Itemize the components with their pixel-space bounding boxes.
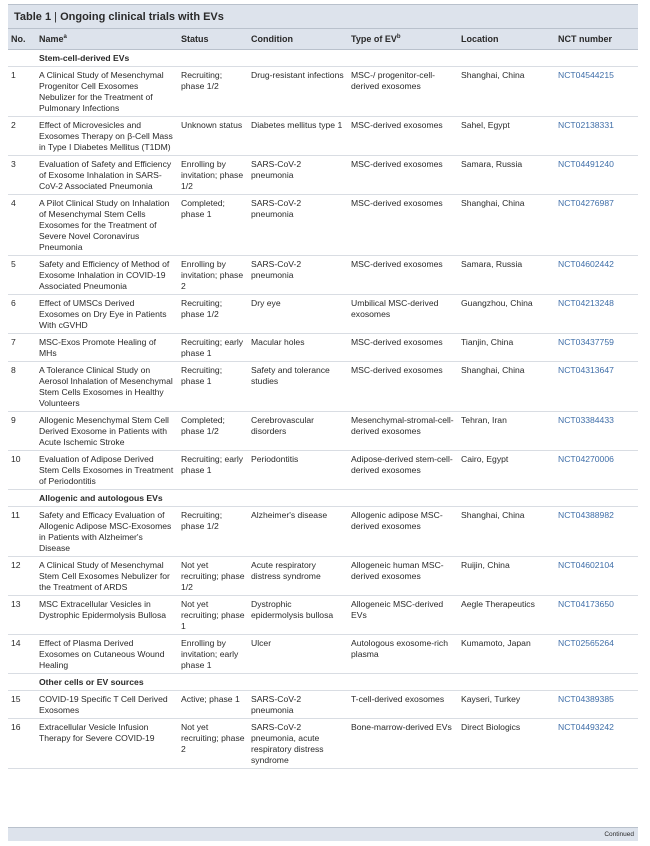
section-title: Allogenic and autologous EVs xyxy=(36,490,638,507)
cell-type: Adipose-derived stem-cell-derived exosomes xyxy=(348,451,458,490)
cell-condition: Diabetes mellitus type 1 xyxy=(248,117,348,156)
cell-no: 8 xyxy=(8,362,36,412)
cell-name: Allogenic Mesenchymal Stem Cell Derived Exosome in Patients with Acute Ischemic Stroke xyxy=(36,412,178,451)
cell-location: Shanghai, China xyxy=(458,362,555,412)
cell-status: Recruiting; phase 1/2 xyxy=(178,67,248,117)
cell-no: 16 xyxy=(8,719,36,769)
cell-name: Effect of Microvesicles and Exosomes Therapy on β-Cell Mass in Type I Diabetes Mellitus (T1DM) xyxy=(36,117,178,156)
cell-no: 1 xyxy=(8,67,36,117)
cell-type: Umbilical MSC-derived exosomes xyxy=(348,295,458,334)
cell-type: Autologous exosome-rich plasma xyxy=(348,635,458,674)
table-body xyxy=(8,50,638,769)
section-spacer xyxy=(8,674,36,691)
cell-name: A Clinical Study of Mesenchymal Progenitor Cell Exosomes Nebulizer for the Treatment of Pulmonary Infections xyxy=(36,67,178,117)
cell-nct[interactable]: NCT04491240 xyxy=(555,156,638,195)
cell-no: 11 xyxy=(8,507,36,557)
cell-name: MSC Extracellular Vesicles in Dystrophic Epidermolysis Bullosa xyxy=(36,596,178,635)
section-spacer xyxy=(8,490,36,507)
cell-nct[interactable]: NCT04493242 xyxy=(555,719,638,769)
table-row xyxy=(8,507,638,557)
cell-name: A Pilot Clinical Study on Inhalation of Mesenchymal Stem Cells Exosomes for the Treatment of Severe Novel Coronavirus Pneumonia xyxy=(36,195,178,256)
table-row xyxy=(8,256,638,295)
cell-nct[interactable]: NCT04602442 xyxy=(555,256,638,295)
cell-type: Allogenic adipose MSC-derived exosomes xyxy=(348,507,458,557)
cell-name: A Clinical Study of Mesenchymal Stem Cell Exosomes Nebulizer for the Treatment of ARDS xyxy=(36,557,178,596)
cell-condition: Ulcer xyxy=(248,635,348,674)
cell-nct[interactable]: NCT04270006 xyxy=(555,451,638,490)
cell-name: Effect of Plasma Derived Exosomes on Cutaneous Wound Healing xyxy=(36,635,178,674)
cell-no: 3 xyxy=(8,156,36,195)
col-header-no: No. xyxy=(8,29,36,50)
cell-name: Safety and Efficiency of Method of Exosome Inhalation in COVID-19 Associated Pneumonia xyxy=(36,256,178,295)
cell-condition: SARS-CoV-2 pneumonia xyxy=(248,156,348,195)
cell-location: Guangzhou, China xyxy=(458,295,555,334)
table-row xyxy=(8,362,638,412)
cell-no: 7 xyxy=(8,334,36,362)
cell-no: 5 xyxy=(8,256,36,295)
cell-status: Recruiting; phase 1/2 xyxy=(178,295,248,334)
cell-condition: Alzheimer's disease xyxy=(248,507,348,557)
col-header-status: Status xyxy=(178,29,248,50)
cell-condition: Cerebrovascular disorders xyxy=(248,412,348,451)
caption-separator: | xyxy=(51,11,61,23)
table-row xyxy=(8,117,638,156)
table-row xyxy=(8,195,638,256)
header-row xyxy=(8,29,638,50)
col-header-type-label: Type of EV xyxy=(351,34,397,44)
table-caption xyxy=(8,4,638,28)
cell-nct[interactable]: NCT04544215 xyxy=(555,67,638,117)
cell-location: Kayseri, Turkey xyxy=(458,691,555,719)
cell-nct[interactable]: NCT04173650 xyxy=(555,596,638,635)
cell-name: Effect of UMSCs Derived Exosomes on Dry Eye in Patients With cGVHD xyxy=(36,295,178,334)
cell-status: Recruiting; phase 1 xyxy=(178,362,248,412)
col-header-location: Location xyxy=(458,29,555,50)
cell-status: Not yet recruiting; phase 1/2 xyxy=(178,557,248,596)
cell-nct[interactable]: NCT03384433 xyxy=(555,412,638,451)
cell-name: Evaluation of Safety and Efficiency of Exosome Inhalation in SARS-CoV-2 Associated Pneumonia xyxy=(36,156,178,195)
cell-name: Safety and Efficacy Evaluation of Allogenic Adipose MSC-Exosomes in Patients with Alzheimer's Disease xyxy=(36,507,178,557)
cell-nct[interactable]: NCT04389385 xyxy=(555,691,638,719)
table-row xyxy=(8,412,638,451)
cell-location: Sahel, Egypt xyxy=(458,117,555,156)
col-header-nct: NCT number xyxy=(555,29,638,50)
section-row xyxy=(8,674,638,691)
table-row xyxy=(8,451,638,490)
cell-condition: Acute respiratory distress syndrome xyxy=(248,557,348,596)
cell-condition: Dystrophic epidermolysis bullosa xyxy=(248,596,348,635)
cell-no: 2 xyxy=(8,117,36,156)
cell-location: Direct Biologics xyxy=(458,719,555,769)
cell-location: Shanghai, China xyxy=(458,507,555,557)
cell-name: Extracellular Vesicle Infusion Therapy for Severe COVID-19 xyxy=(36,719,178,769)
table-row xyxy=(8,719,638,769)
cell-location: Ruijin, China xyxy=(458,557,555,596)
cell-status: Unknown status xyxy=(178,117,248,156)
cell-location: Shanghai, China xyxy=(458,195,555,256)
cell-condition: Macular holes xyxy=(248,334,348,362)
cell-type: MSC-derived exosomes xyxy=(348,256,458,295)
cell-type: Mesenchymal-stromal-cell-derived exosomes xyxy=(348,412,458,451)
col-header-name-footnote: a xyxy=(63,34,67,40)
cell-type: MSC-derived exosomes xyxy=(348,117,458,156)
cell-condition: Periodontitis xyxy=(248,451,348,490)
table-footer xyxy=(8,827,638,841)
table-label: Table 1 xyxy=(14,11,52,23)
cell-no: 6 xyxy=(8,295,36,334)
cell-status: Not yet recruiting; phase 1 xyxy=(178,596,248,635)
table-row xyxy=(8,635,638,674)
cell-location: Aegle Therapeutics xyxy=(458,596,555,635)
cell-type: T-cell-derived exosomes xyxy=(348,691,458,719)
cell-nct[interactable]: NCT02565264 xyxy=(555,635,638,674)
cell-no: 15 xyxy=(8,691,36,719)
section-title: Stem-cell-derived EVs xyxy=(36,50,638,67)
table-row xyxy=(8,295,638,334)
cell-status: Active; phase 1 xyxy=(178,691,248,719)
cell-location: Tehran, Iran xyxy=(458,412,555,451)
cell-condition: Drug-resistant infections xyxy=(248,67,348,117)
cell-no: 4 xyxy=(8,195,36,256)
col-header-type-footnote: b xyxy=(396,34,401,40)
cell-nct[interactable]: NCT04388982 xyxy=(555,507,638,557)
cell-status: Enrolling by invitation; phase 2 xyxy=(178,256,248,295)
cell-status: Enrolling by invitation; early phase 1 xyxy=(178,635,248,674)
cell-name: Evaluation of Adipose Derived Stem Cells Exosomes in Treatment of Periodontitis xyxy=(36,451,178,490)
section-row xyxy=(8,50,638,67)
col-header-type xyxy=(348,29,458,50)
cell-condition: Dry eye xyxy=(248,295,348,334)
cell-location: Tianjin, China xyxy=(458,334,555,362)
cell-condition: Safety and tolerance studies xyxy=(248,362,348,412)
cell-nct[interactable]: NCT04602104 xyxy=(555,557,638,596)
cell-status: Completed; phase 1/2 xyxy=(178,412,248,451)
cell-location: Shanghai, China xyxy=(458,67,555,117)
table-row xyxy=(8,67,638,117)
cell-no: 9 xyxy=(8,412,36,451)
cell-type: MSC-derived exosomes xyxy=(348,362,458,412)
cell-status: Recruiting; early phase 1 xyxy=(178,451,248,490)
continued-label: Continued xyxy=(604,831,634,838)
table-row xyxy=(8,334,638,362)
table-row xyxy=(8,691,638,719)
cell-type: MSC-/ progenitor-cell-derived exosomes xyxy=(348,67,458,117)
col-header-name-label: Name xyxy=(39,34,64,44)
cell-no: 13 xyxy=(8,596,36,635)
cell-location: Samara, Russia xyxy=(458,256,555,295)
table-title: Ongoing clinical trials with EVs xyxy=(60,11,224,23)
cell-condition: SARS-CoV-2 pneumonia, acute respiratory distress syndrome xyxy=(248,719,348,769)
cell-no: 12 xyxy=(8,557,36,596)
cell-no: 10 xyxy=(8,451,36,490)
cell-type: Allogeneic human MSC-derived exosomes xyxy=(348,557,458,596)
cell-location: Kumamoto, Japan xyxy=(458,635,555,674)
cell-status: Not yet recruiting; phase 2 xyxy=(178,719,248,769)
cell-nct[interactable]: NCT04276987 xyxy=(555,195,638,256)
cell-nct[interactable]: NCT04213248 xyxy=(555,295,638,334)
cell-location: Samara, Russia xyxy=(458,156,555,195)
cell-condition: SARS-CoV-2 pneumonia xyxy=(248,195,348,256)
section-spacer xyxy=(8,50,36,67)
table-row xyxy=(8,156,638,195)
table-row xyxy=(8,557,638,596)
cell-nct[interactable]: NCT03437759 xyxy=(555,334,638,362)
cell-name: MSC-Exos Promote Healing of MHs xyxy=(36,334,178,362)
cell-type: MSC-derived exosomes xyxy=(348,195,458,256)
table-row xyxy=(8,596,638,635)
cell-nct[interactable]: NCT02138331 xyxy=(555,117,638,156)
cell-type: Bone-marrow-derived EVs xyxy=(348,719,458,769)
cell-no: 14 xyxy=(8,635,36,674)
cell-status: Recruiting; early phase 1 xyxy=(178,334,248,362)
section-title: Other cells or EV sources xyxy=(36,674,638,691)
clinical-trials-table xyxy=(8,28,638,769)
cell-status: Enrolling by invitation; phase 1/2 xyxy=(178,156,248,195)
cell-status: Completed; phase 1 xyxy=(178,195,248,256)
cell-type: MSC-derived exosomes xyxy=(348,334,458,362)
col-header-condition: Condition xyxy=(248,29,348,50)
cell-condition: SARS-CoV-2 pneumonia xyxy=(248,691,348,719)
cell-type: Allogeneic MSC-derived EVs xyxy=(348,596,458,635)
col-header-name xyxy=(36,29,178,50)
cell-type: MSC-derived exosomes xyxy=(348,156,458,195)
section-row xyxy=(8,490,638,507)
cell-name: A Tolerance Clinical Study on Aerosol Inhalation of Mesenchymal Stem Cells Exosomes in Healthy Volunteers xyxy=(36,362,178,412)
table-page xyxy=(8,4,638,840)
cell-condition: SARS-CoV-2 pneumonia xyxy=(248,256,348,295)
cell-status: Recruiting; phase 1/2 xyxy=(178,507,248,557)
cell-nct[interactable]: NCT04313647 xyxy=(555,362,638,412)
cell-location: Cairo, Egypt xyxy=(458,451,555,490)
cell-name: COVID-19 Specific T Cell Derived Exosomes xyxy=(36,691,178,719)
